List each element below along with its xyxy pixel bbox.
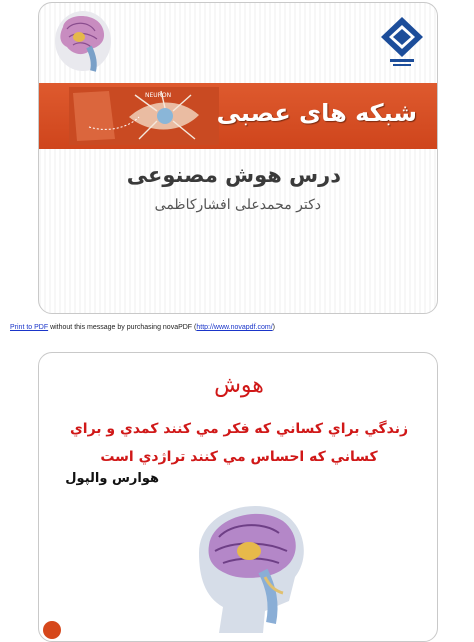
slide-2 bbox=[38, 352, 438, 642]
novapdf-url-link[interactable]: http://www.novapdf.com/ bbox=[196, 324, 273, 331]
neuron-label: NEURON bbox=[145, 92, 172, 99]
print-to-pdf-link[interactable]: Print to PDF bbox=[10, 324, 49, 331]
slide-2-title: هوش bbox=[214, 373, 264, 398]
slide-1 bbox=[38, 2, 438, 314]
slide-decoration-dot bbox=[43, 621, 61, 639]
print-notice-text: without this message by purchasing novaPDF ( bbox=[48, 324, 197, 331]
quote-text: زندگي براي كساني كه فكر مي كنند كمدي و براي كساني كه احساس مي كنند تراژدي است bbox=[69, 421, 409, 465]
brain-head-image bbox=[49, 7, 113, 73]
university-logo bbox=[377, 15, 427, 71]
course-title: درس هوش مصنوعی bbox=[126, 163, 341, 187]
quote-author: هوارس والپول bbox=[65, 471, 159, 486]
title-banner bbox=[39, 83, 438, 149]
slide-title: شبکه های عصبی bbox=[216, 99, 417, 127]
print-notice-end: ) bbox=[272, 324, 275, 331]
author-name: دکتر محمدعلی افشارکاظمی bbox=[154, 197, 321, 213]
neuron-diagram-image bbox=[69, 87, 219, 145]
brain-head-image bbox=[179, 493, 319, 633]
print-notice bbox=[10, 324, 275, 331]
